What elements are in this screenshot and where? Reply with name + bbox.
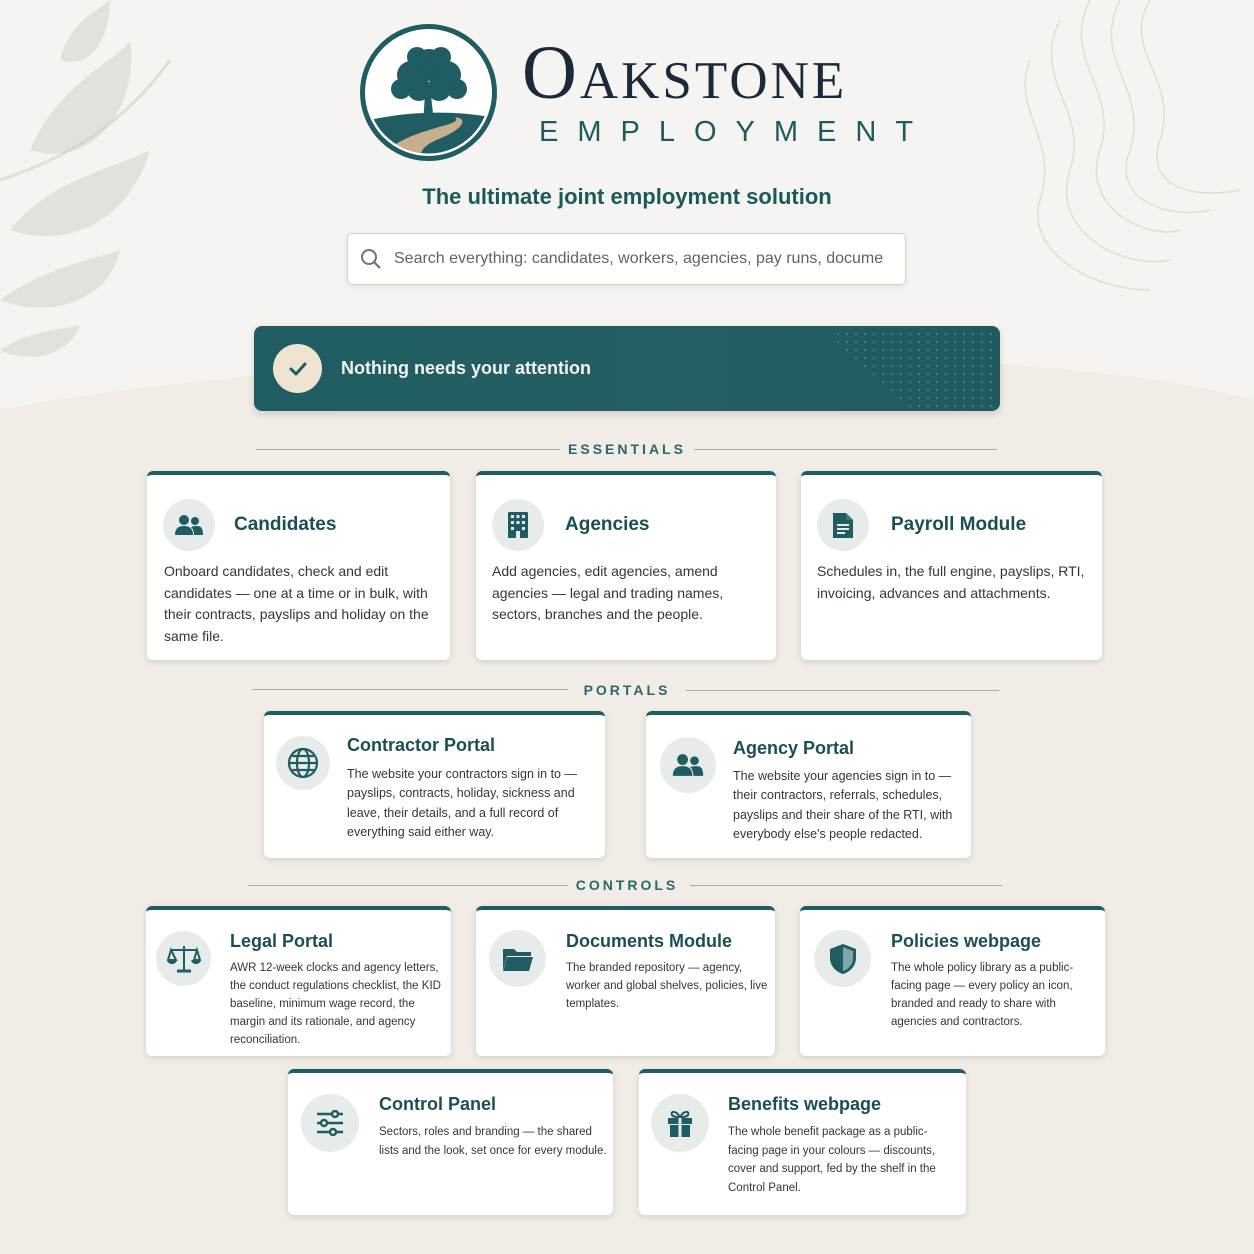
divider	[690, 885, 1002, 886]
card-description: Sectors, roles and branding — the shared lists and the look, set once for every module.	[379, 1126, 607, 1157]
tagline: The ultimate joint employment solution	[422, 184, 832, 209]
card-contractor-portal[interactable]	[264, 711, 605, 858]
divider	[256, 449, 560, 450]
section-controls: CONTROLS	[575, 877, 679, 893]
globe-icon	[276, 736, 330, 790]
document-icon	[817, 499, 869, 551]
card-description: AWR 12-week clocks and agency letters, the conduct regulations checklist, the KID baseline, minimum wage record, the margin and its rationale, and agency reconciliation.	[230, 962, 441, 1046]
card-description: Add agencies, edit agencies, amend agencies — legal and trading names, sectors, branches and the people.	[492, 563, 724, 622]
card-description: The whole benefit package as a public-facing page in your colours — discounts, cover and support, fed by the shelf in the Control Panel.	[728, 1126, 936, 1194]
divider	[252, 689, 568, 690]
folder-icon	[489, 930, 546, 987]
scales-icon	[156, 931, 211, 986]
divider	[248, 885, 568, 886]
people-icon	[163, 499, 215, 551]
card-description: Schedules in, the full engine, payslips, RTI, invoicing, advances and attachments.	[817, 563, 1085, 601]
check-icon	[273, 344, 322, 393]
attention-message: Nothing needs your attention	[341, 358, 591, 378]
people-icon	[660, 737, 716, 793]
card-title: Benefits webpage	[728, 1094, 882, 1114]
card-agency-portal[interactable]	[646, 711, 971, 858]
card-agencies[interactable]	[476, 471, 776, 660]
sliders-icon	[301, 1094, 359, 1152]
card-title: Agencies	[565, 514, 650, 535]
card-policies[interactable]	[800, 906, 1105, 1056]
card-benefits[interactable]	[639, 1069, 966, 1215]
card-description: The whole policy library as a public-facing page — every policy an icon, branded and ready to share with agencies and contractors.	[891, 962, 1074, 1028]
shield-icon	[814, 930, 871, 987]
card-candidates[interactable]	[147, 471, 450, 660]
divider	[694, 449, 997, 450]
brand-subtitle: EMPLOYMENT	[539, 116, 933, 148]
card-title: Candidates	[234, 514, 337, 535]
card-title: Agency Portal	[733, 738, 855, 758]
brand-name: Oakstone	[522, 31, 848, 115]
card-title: Legal Portal	[230, 931, 334, 951]
card-title: Documents Module	[566, 931, 733, 951]
card-description: The branded repository — agency, worker and global shelves, policies, live templates.	[566, 962, 768, 1010]
search-icon	[348, 233, 394, 285]
card-title: Contractor Portal	[347, 735, 496, 755]
section-portals: PORTALS	[583, 682, 671, 698]
card-control-panel[interactable]	[288, 1069, 613, 1215]
card-title: Control Panel	[379, 1094, 497, 1114]
dots-pattern	[830, 326, 1000, 411]
section-essentials: ESSENTIALS	[568, 441, 686, 457]
card-legal-portal[interactable]	[146, 906, 451, 1056]
search-input[interactable]	[394, 234, 894, 284]
card-title: Payroll Module	[891, 514, 1027, 535]
oakstone-logo	[359, 23, 498, 162]
divider	[686, 690, 999, 691]
card-description: The website your agencies sign in to — their contractors, referrals, schedules, payslips and their share of the RTI, with everybody else's people redacted.	[733, 769, 953, 841]
search-bar[interactable]	[347, 233, 906, 285]
card-description: The website your contractors sign in to — payslips, contracts, holiday, sickness and leave, their details, and a full record of everything said either way.	[347, 767, 577, 839]
card-documents[interactable]	[476, 906, 775, 1056]
gift-icon	[651, 1094, 709, 1152]
card-description: Onboard candidates, check and edit candidates — one at a time or in bulk, with their contracts, payslips and holiday on the same file.	[164, 563, 429, 644]
card-payroll[interactable]	[801, 471, 1102, 660]
building-icon	[492, 499, 544, 551]
card-title: Policies webpage	[891, 931, 1042, 951]
attention-banner	[254, 326, 1000, 411]
